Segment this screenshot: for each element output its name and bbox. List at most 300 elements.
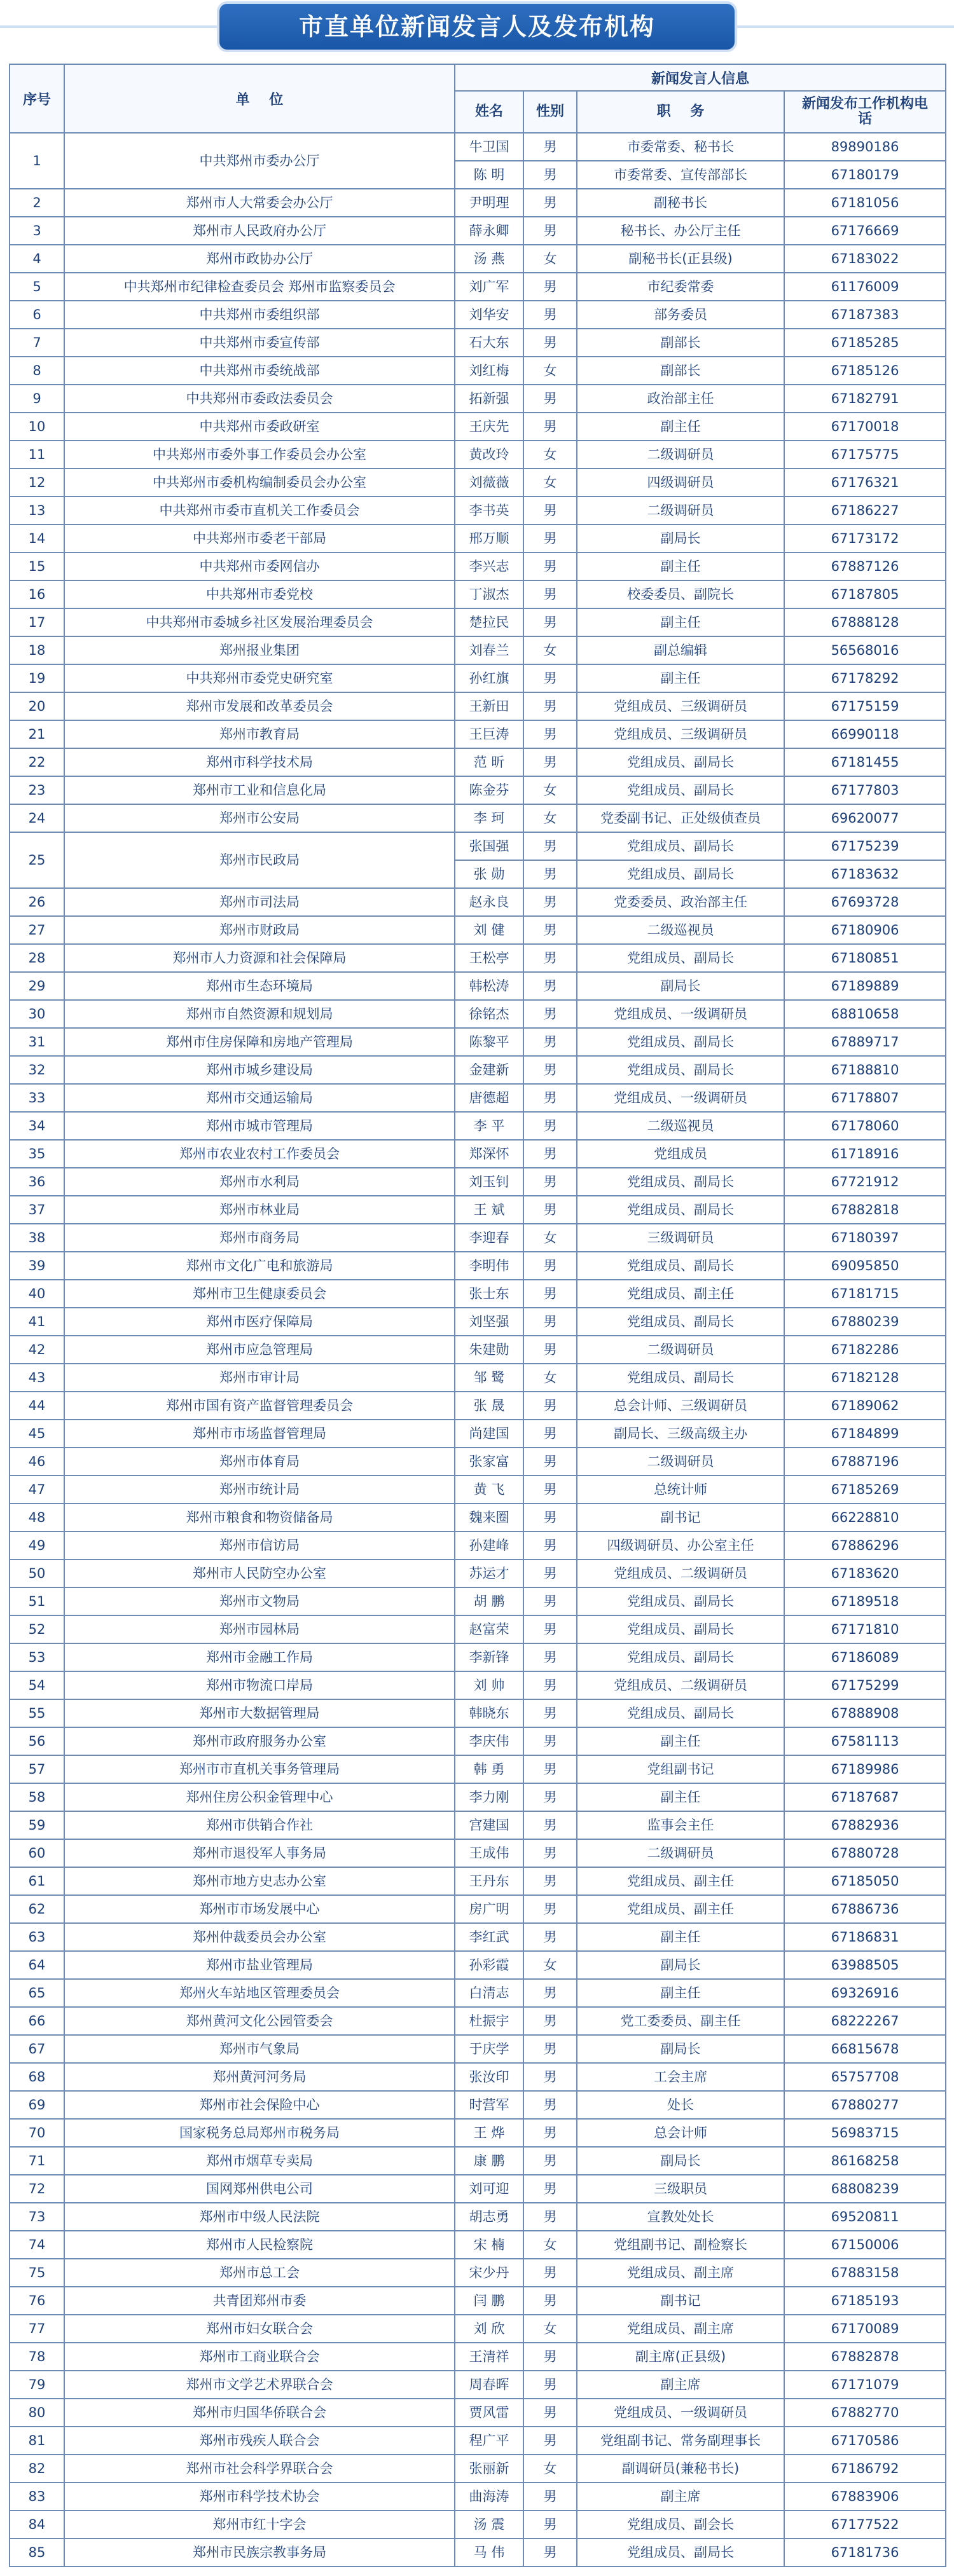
spokesperson-gender: 男 — [523, 1895, 577, 1923]
spokesperson-position: 党组副书记 — [577, 1755, 784, 1783]
spokesperson-gender: 男 — [523, 1476, 577, 1504]
office-phone: 67887196 — [784, 1448, 946, 1476]
row-number: 36 — [10, 1168, 64, 1196]
spokesperson-gender: 女 — [523, 357, 577, 385]
spokesperson-name: 贾风雷 — [455, 2399, 523, 2427]
unit-name: 郑州市生态环境局 — [64, 972, 455, 1000]
row-number: 83 — [10, 2483, 64, 2511]
office-phone: 66990118 — [784, 720, 946, 748]
unit-name: 郑州市园林局 — [64, 1615, 455, 1643]
office-phone: 67183022 — [784, 245, 946, 273]
spokesperson-gender: 男 — [523, 552, 577, 580]
unit-name: 郑州市盐业管理局 — [64, 1951, 455, 1979]
row-number: 13 — [10, 497, 64, 524]
spokesperson-position: 副局长 — [577, 972, 784, 1000]
unit-name: 郑州市粮食和物资储备局 — [64, 1504, 455, 1531]
spokesperson-gender: 男 — [523, 217, 577, 245]
row-number: 75 — [10, 2259, 64, 2287]
table-row — [10, 1839, 946, 1867]
spokesperson-name: 尹明理 — [455, 189, 523, 217]
spokesperson-gender: 男 — [523, 133, 577, 161]
table-row — [10, 1420, 946, 1448]
spokesperson-gender: 男 — [523, 2538, 577, 2566]
office-phone: 67170586 — [784, 2427, 946, 2455]
spokesperson-gender: 男 — [523, 161, 577, 189]
unit-name: 郑州市审计局 — [64, 1364, 455, 1392]
spokesperson-position: 副主席 — [577, 2371, 784, 2399]
office-phone: 65757708 — [784, 2063, 946, 2091]
spokesperson-name: 王巨涛 — [455, 720, 523, 748]
table-row — [10, 1643, 946, 1671]
spokesperson-gender: 男 — [523, 748, 577, 776]
header-spokesperson-group: 新闻发言人信息 — [455, 64, 946, 91]
spokesperson-gender: 男 — [523, 664, 577, 692]
spokesperson-gender: 男 — [523, 2343, 577, 2371]
table-row — [10, 1559, 946, 1587]
row-number: 70 — [10, 2119, 64, 2147]
spokesperson-name: 宋 楠 — [455, 2231, 523, 2259]
table-row — [10, 2287, 946, 2315]
unit-name: 中共郑州市纪律检查委员会 郑州市监察委员会 — [64, 273, 455, 301]
spokesperson-position: 副主任 — [577, 552, 784, 580]
office-phone: 67178807 — [784, 1084, 946, 1112]
office-phone: 68808239 — [784, 2175, 946, 2203]
table-row — [10, 888, 946, 916]
office-phone: 67175775 — [784, 441, 946, 469]
spokesperson-gender: 男 — [523, 1727, 577, 1755]
row-number: 19 — [10, 664, 64, 692]
spokesperson-gender: 男 — [523, 1392, 577, 1420]
spokesperson-position: 党组成员、一级调研员 — [577, 1000, 784, 1028]
spokesperson-position: 副调研员(兼秘书长) — [577, 2455, 784, 2483]
table-row — [10, 804, 946, 832]
unit-name: 中共郑州市委统战部 — [64, 357, 455, 385]
table-row — [10, 832, 946, 860]
spokesperson-gender: 男 — [523, 2427, 577, 2455]
table-row — [10, 552, 946, 580]
spokesperson-position: 党组成员、副局长 — [577, 1364, 784, 1392]
unit-name: 中共郑州市委机构编制委员会办公室 — [64, 469, 455, 497]
table-row — [10, 2259, 946, 2287]
spokesperson-position: 党组成员、副主任 — [577, 1895, 784, 1923]
table-row — [10, 2483, 946, 2511]
spokesperson-name: 丁淑杰 — [455, 580, 523, 608]
row-number: 55 — [10, 1699, 64, 1727]
table-row — [10, 357, 946, 385]
spokesperson-gender: 男 — [523, 1448, 577, 1476]
row-number: 1 — [10, 133, 64, 189]
unit-name: 郑州黄河文化公园管委会 — [64, 2007, 455, 2035]
spokesperson-gender: 女 — [523, 1951, 577, 1979]
spokesperson-name: 宫建国 — [455, 1811, 523, 1839]
unit-name: 郑州市司法局 — [64, 888, 455, 916]
spokesperson-name: 金建新 — [455, 1056, 523, 1084]
unit-name: 郑州市教育局 — [64, 720, 455, 748]
row-number: 56 — [10, 1727, 64, 1755]
table-row — [10, 1727, 946, 1755]
row-number: 61 — [10, 1867, 64, 1895]
table-row — [10, 2147, 946, 2175]
row-number: 9 — [10, 385, 64, 413]
spokesperson-position: 党委委员、政治部主任 — [577, 888, 784, 916]
row-number: 16 — [10, 580, 64, 608]
unit-name: 郑州市市场发展中心 — [64, 1895, 455, 1923]
table-row — [10, 608, 946, 636]
spokesperson-name: 康 鹏 — [455, 2147, 523, 2175]
row-number: 85 — [10, 2538, 64, 2566]
spokesperson-position: 总会计师 — [577, 2119, 784, 2147]
unit-name: 郑州市社会保险中心 — [64, 2091, 455, 2119]
spokesperson-gender: 男 — [523, 1783, 577, 1811]
unit-name: 郑州市地方史志办公室 — [64, 1867, 455, 1895]
row-number: 68 — [10, 2063, 64, 2091]
spokesperson-gender: 男 — [523, 1196, 577, 1224]
spokesperson-name: 周春晖 — [455, 2371, 523, 2399]
office-phone: 67171079 — [784, 2371, 946, 2399]
unit-name: 郑州黄河河务局 — [64, 2063, 455, 2091]
row-number: 4 — [10, 245, 64, 273]
table-row — [10, 1028, 946, 1056]
office-phone: 67181715 — [784, 1280, 946, 1308]
spokesperson-name: 王 斌 — [455, 1196, 523, 1224]
office-phone: 67180397 — [784, 1224, 946, 1252]
table-row — [10, 1979, 946, 2007]
table-row — [10, 2511, 946, 2538]
table-row — [10, 497, 946, 524]
spokesperson-gender: 男 — [523, 385, 577, 413]
spokesperson-position: 监事会主任 — [577, 1811, 784, 1839]
spokesperson-position: 党组成员、副局长 — [577, 1699, 784, 1727]
header-gender: 性别 — [523, 91, 577, 133]
table-row — [10, 1336, 946, 1364]
table-row — [10, 441, 946, 469]
office-phone: 67880728 — [784, 1839, 946, 1867]
table-row — [10, 2455, 946, 2483]
table-row — [10, 2427, 946, 2455]
spokesperson-gender: 女 — [523, 245, 577, 273]
unit-name: 郑州市工商业联合会 — [64, 2343, 455, 2371]
office-phone: 69326916 — [784, 1979, 946, 2007]
row-number: 76 — [10, 2287, 64, 2315]
office-phone: 67171810 — [784, 1615, 946, 1643]
unit-name: 中共郑州市委宣传部 — [64, 329, 455, 357]
unit-name: 郑州报业集团 — [64, 636, 455, 664]
unit-name: 中共郑州市委外事工作委员会办公室 — [64, 441, 455, 469]
row-number: 18 — [10, 636, 64, 664]
spokesperson-position: 副总编辑 — [577, 636, 784, 664]
spokesperson-position: 党组成员、副局长 — [577, 944, 784, 972]
spokesperson-gender: 男 — [523, 1615, 577, 1643]
table-row — [10, 972, 946, 1000]
row-number: 80 — [10, 2399, 64, 2427]
spokesperson-gender: 男 — [523, 2483, 577, 2511]
spokesperson-position: 二级调研员 — [577, 1336, 784, 1364]
spokesperson-gender: 男 — [523, 2259, 577, 2287]
header-unit: 单 位 — [64, 64, 455, 133]
spokesperson-gender: 男 — [523, 1308, 577, 1336]
spokesperson-name: 孙建峰 — [455, 1531, 523, 1559]
spokesperson-name: 王庆先 — [455, 413, 523, 441]
unit-name: 郑州住房公积金管理中心 — [64, 1783, 455, 1811]
spokesperson-name: 陈金芬 — [455, 776, 523, 804]
row-number: 5 — [10, 273, 64, 301]
spokesperson-gender: 男 — [523, 1867, 577, 1895]
unit-name: 郑州市红十字会 — [64, 2511, 455, 2538]
spokesperson-name: 石大东 — [455, 329, 523, 357]
table-row — [10, 748, 946, 776]
spokesperson-position: 副主任 — [577, 664, 784, 692]
office-phone: 67176321 — [784, 469, 946, 497]
office-phone: 67182128 — [784, 1364, 946, 1392]
unit-name: 郑州市林业局 — [64, 1196, 455, 1224]
unit-name: 郑州市市直机关事务管理局 — [64, 1755, 455, 1783]
spokesperson-gender: 男 — [523, 1084, 577, 1112]
table-row — [10, 2231, 946, 2259]
office-phone: 67186227 — [784, 497, 946, 524]
spokesperson-position: 副主任 — [577, 1727, 784, 1755]
spokesperson-position: 副部长 — [577, 329, 784, 357]
office-phone: 67189062 — [784, 1392, 946, 1420]
row-number: 54 — [10, 1671, 64, 1699]
office-phone: 67180851 — [784, 944, 946, 972]
row-number: 14 — [10, 524, 64, 552]
spokesperson-name: 赵富荣 — [455, 1615, 523, 1643]
unit-name: 郑州市烟草专卖局 — [64, 2147, 455, 2175]
row-number: 65 — [10, 1979, 64, 2007]
spokesperson-position: 党委副书记、正处级侦查员 — [577, 804, 784, 832]
office-phone: 67887126 — [784, 552, 946, 580]
unit-name: 郑州市物流口岸局 — [64, 1671, 455, 1699]
spokesperson-name: 杜振宇 — [455, 2007, 523, 2035]
office-phone: 67882818 — [784, 1196, 946, 1224]
unit-name: 郑州火车站地区管理委员会 — [64, 1979, 455, 2007]
office-phone: 67181736 — [784, 2538, 946, 2566]
unit-name: 郑州市科学技术协会 — [64, 2483, 455, 2511]
spokesperson-position: 四级调研员 — [577, 469, 784, 497]
row-number: 79 — [10, 2371, 64, 2399]
table-header — [10, 64, 946, 133]
row-number: 78 — [10, 2343, 64, 2371]
spokesperson-position: 党组成员、副局长 — [577, 1168, 784, 1196]
spokesperson-position: 市纪委常委 — [577, 273, 784, 301]
unit-name: 郑州市医疗保障局 — [64, 1308, 455, 1336]
unit-name: 郑州市供销合作社 — [64, 1811, 455, 1839]
table-row — [10, 329, 946, 357]
spokesperson-name: 胡 鹏 — [455, 1587, 523, 1615]
spokesperson-name: 李 珂 — [455, 804, 523, 832]
office-phone: 67178292 — [784, 664, 946, 692]
spokesperson-gender: 男 — [523, 888, 577, 916]
spokesperson-gender: 男 — [523, 608, 577, 636]
spokesperson-gender: 女 — [523, 469, 577, 497]
office-phone: 67886296 — [784, 1531, 946, 1559]
spokesperson-position: 四级调研员、办公室主任 — [577, 1531, 784, 1559]
spokesperson-gender: 男 — [523, 2175, 577, 2203]
spokesperson-gender: 男 — [523, 1839, 577, 1867]
office-phone: 67180179 — [784, 161, 946, 189]
table-row — [10, 776, 946, 804]
office-phone: 89890186 — [784, 133, 946, 161]
spokesperson-name: 于庆学 — [455, 2035, 523, 2063]
spokesperson-gender: 女 — [523, 1224, 577, 1252]
spokesperson-position: 政治部主任 — [577, 385, 784, 413]
unit-name: 中共郑州市委网信办 — [64, 552, 455, 580]
spokesperson-gender: 男 — [523, 1671, 577, 1699]
spokesperson-gender: 男 — [523, 860, 577, 888]
table-row — [10, 2063, 946, 2091]
office-phone: 67150006 — [784, 2231, 946, 2259]
unit-name: 中共郑州市委老干部局 — [64, 524, 455, 552]
unit-name: 郑州市残疾人联合会 — [64, 2427, 455, 2455]
spokesperson-name: 李兴志 — [455, 552, 523, 580]
spokesperson-gender: 男 — [523, 1028, 577, 1056]
row-number: 10 — [10, 413, 64, 441]
table-row — [10, 1252, 946, 1280]
row-number: 40 — [10, 1280, 64, 1308]
spokesperson-gender: 男 — [523, 1056, 577, 1084]
table-row — [10, 1476, 946, 1504]
row-number: 23 — [10, 776, 64, 804]
row-number: 34 — [10, 1112, 64, 1140]
row-number: 72 — [10, 2175, 64, 2203]
unit-name: 郑州仲裁委员会办公室 — [64, 1923, 455, 1951]
spokesperson-position: 副主席(正县级) — [577, 2343, 784, 2371]
office-phone: 67189518 — [784, 1587, 946, 1615]
table-row — [10, 2538, 946, 2566]
spokesperson-position: 副秘书长(正县级) — [577, 245, 784, 273]
unit-name: 郑州市社会科学界联合会 — [64, 2455, 455, 2483]
office-phone: 67183632 — [784, 860, 946, 888]
spokesperson-name: 曲海涛 — [455, 2483, 523, 2511]
unit-name: 中共郑州市委组织部 — [64, 301, 455, 329]
table-row — [10, 189, 946, 217]
header-name: 姓名 — [455, 91, 523, 133]
spokesperson-gender: 女 — [523, 804, 577, 832]
office-phone: 67581113 — [784, 1727, 946, 1755]
spokesperson-name: 王松亭 — [455, 944, 523, 972]
spokesperson-name: 王新田 — [455, 692, 523, 720]
spokesperson-position: 二级调研员 — [577, 1839, 784, 1867]
table-row — [10, 469, 946, 497]
office-phone: 67883906 — [784, 2483, 946, 2511]
spokesperson-position: 副局长 — [577, 2147, 784, 2175]
table-row — [10, 1280, 946, 1308]
table-row — [10, 2203, 946, 2231]
spokesperson-gender: 男 — [523, 2063, 577, 2091]
table-row — [10, 1168, 946, 1196]
title-bar — [0, 0, 954, 55]
row-number: 21 — [10, 720, 64, 748]
unit-name: 郑州市文学艺术界联合会 — [64, 2371, 455, 2399]
spokesperson-name: 汤 震 — [455, 2511, 523, 2538]
unit-name: 中共郑州市委办公厅 — [64, 133, 455, 189]
spokesperson-position: 党工委委员、副主任 — [577, 2007, 784, 2035]
spokesperson-position: 党组成员、副局长 — [577, 748, 784, 776]
office-phone: 67181455 — [784, 748, 946, 776]
spokesperson-gender: 男 — [523, 1420, 577, 1448]
office-phone: 67187687 — [784, 1783, 946, 1811]
table-row — [10, 385, 946, 413]
row-number: 58 — [10, 1783, 64, 1811]
table-body — [10, 133, 946, 2566]
row-number: 8 — [10, 357, 64, 385]
unit-name: 郑州市信访局 — [64, 1531, 455, 1559]
unit-name: 郑州市人力资源和社会保障局 — [64, 944, 455, 972]
office-phone: 67185193 — [784, 2287, 946, 2315]
unit-name: 郑州市金融工作局 — [64, 1643, 455, 1671]
spokesperson-gender: 男 — [523, 273, 577, 301]
table-row — [10, 1755, 946, 1783]
row-number: 44 — [10, 1392, 64, 1420]
unit-name: 中共郑州市委市直机关工作委员会 — [64, 497, 455, 524]
row-number: 46 — [10, 1448, 64, 1476]
unit-name: 郑州市交通运输局 — [64, 1084, 455, 1112]
office-phone: 67177522 — [784, 2511, 946, 2538]
row-number: 43 — [10, 1364, 64, 1392]
spokesperson-name: 黄 飞 — [455, 1476, 523, 1504]
office-phone: 61176009 — [784, 273, 946, 301]
unit-name: 郑州市人民检察院 — [64, 2231, 455, 2259]
office-phone: 67882936 — [784, 1811, 946, 1839]
table-row — [10, 720, 946, 748]
spokesperson-gender: 男 — [523, 692, 577, 720]
row-number: 66 — [10, 2007, 64, 2035]
spokesperson-position: 党组成员、副会长 — [577, 2511, 784, 2538]
office-phone: 67189889 — [784, 972, 946, 1000]
unit-name: 郑州市发展和改革委员会 — [64, 692, 455, 720]
office-phone: 67185126 — [784, 357, 946, 385]
spokesperson-gender: 男 — [523, 524, 577, 552]
office-phone: 68810658 — [784, 1000, 946, 1028]
spokesperson-position: 副局长 — [577, 1951, 784, 1979]
row-number: 63 — [10, 1923, 64, 1951]
table-row — [10, 1811, 946, 1839]
spokesperson-position: 党组成员、副局长 — [577, 1308, 784, 1336]
unit-name: 郑州市城乡建设局 — [64, 1056, 455, 1084]
office-phone: 69095850 — [784, 1252, 946, 1280]
row-number: 15 — [10, 552, 64, 580]
spokesperson-name: 王成伟 — [455, 1839, 523, 1867]
spokesperson-gender: 女 — [523, 2455, 577, 2483]
office-phone: 86168258 — [784, 2147, 946, 2175]
unit-name: 郑州市科学技术局 — [64, 748, 455, 776]
office-phone: 67170089 — [784, 2315, 946, 2343]
table-row — [10, 2119, 946, 2147]
table-row — [10, 273, 946, 301]
spokesperson-name: 陈 明 — [455, 161, 523, 189]
spokesperson-name: 李 平 — [455, 1112, 523, 1140]
office-phone: 67186792 — [784, 2455, 946, 2483]
office-phone: 67880277 — [784, 2091, 946, 2119]
spokesperson-position: 三级职员 — [577, 2175, 784, 2203]
table-row — [10, 1056, 946, 1084]
spokesperson-name: 郑深怀 — [455, 1140, 523, 1168]
spokesperson-gender: 男 — [523, 832, 577, 860]
spokesperson-position: 党组成员、副局长 — [577, 860, 784, 888]
spokesperson-gender: 男 — [523, 301, 577, 329]
office-phone: 67170018 — [784, 413, 946, 441]
office-phone: 67888908 — [784, 1699, 946, 1727]
row-number: 22 — [10, 748, 64, 776]
office-phone: 67721912 — [784, 1168, 946, 1196]
office-phone: 67182791 — [784, 385, 946, 413]
spokesperson-position: 二级巡视员 — [577, 1112, 784, 1140]
spokesperson-gender: 男 — [523, 1755, 577, 1783]
table-row — [10, 2399, 946, 2427]
spokesperson-position: 副主任 — [577, 608, 784, 636]
spokesperson-name: 李迎春 — [455, 1224, 523, 1252]
table-row — [10, 944, 946, 972]
